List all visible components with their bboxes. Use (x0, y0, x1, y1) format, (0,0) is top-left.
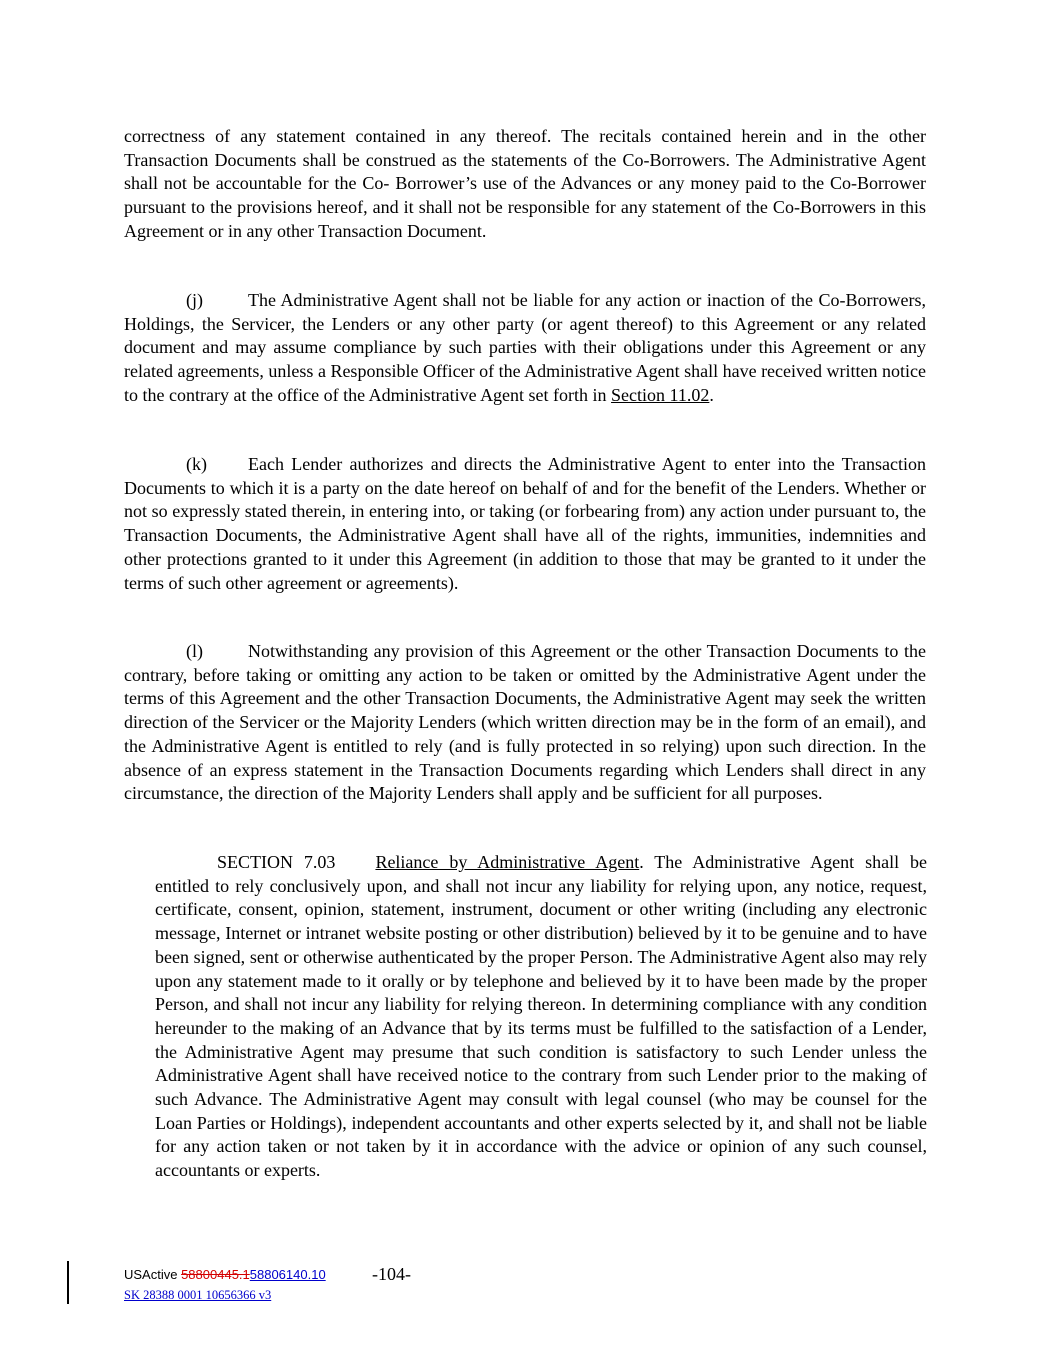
section-text: . The Administrative Agent shall be entitled to rely conclusively upon, and shall not incur any liability for relying upon, any notice, request, certificate, consent, opinion, statement, instrument, document or other writing (including any electronic message, Internet or intranet website posting or other distribution) believed by it to be genuine and to have been signed, sent or otherwise authenticated by the proper Person. The Administrative Agent also may rely upon any statement made to it orally or by telephone and believed by it to have been made by the proper Person, and shall not incur any liability for relying thereon. In determining compliance with any condition hereunder to the making of an Advance that by its terms must be fulfilled to the satisfaction of a Lender, the Administrative Agent may presume that such condition is satisfactory to such Lender unless the Administrative Agent shall have received notice to the contrary from such Lender prior to the making of such Advance. The Administrative Agent may consult with legal counsel (who may be counsel for the Loan Parties or Holdings), independent accountants and other experts selected by it, and shall not be liable for any action taken or not taken by it in accordance with the advice or opinion of any such counsel, accountants or experts. (155, 852, 928, 1181)
paragraph-label: (l) (186, 641, 203, 661)
paragraph-text: Each Lender authorizes and directs the Administrative Agent to enter into the Transaction Documents to which it is a party on the date hereof on behalf of and for the benefit of the Lenders. Whether or not so expressly stated therein, in entering into, or taking (or forbearing from) any action under pursuant to, the Transaction Documents, the Administrative Agent shall have all of the rights, immunities, indemnities and other protections granted to it under this Agreement (in addition to those that may be granted to it under the terms of such other agreement or agreements). (124, 454, 926, 593)
paragraph-text: Notwithstanding any provision of this Agreement or the other Transaction Documents to the contrary, before taking or omitting any action to be taken or omitted by the Administrative Agent under the terms of this Agreement and the other Transaction Documents, the Administrative Agent may seek the written direction of the Servicer or the Majority Lenders (which written direction may be in the form of an email), and the Administrative Agent is entitled to rely (and is fully protected in so relying) upon such direction. In the absence of an express statement in the Transaction Documents regarding which Lenders shall direct in any circumstance, the direction of the Majority Lenders shall apply and be sufficient for all purposes. (124, 641, 926, 804)
paragraph-continuation (124, 125, 926, 244)
footer-doc-version (124, 1267, 326, 1282)
paragraph-text: The Administrative Agent shall not be liable for any action or inaction of the Co-Borrowers, Holdings, the Servicer, the Lenders or any other party (or agent thereof) to this Agreement or any related document and may assume compliance by such parties with their obligations under this Agreement or any related agreements, unless a Responsible Officer of the Administrative Agent shall have received written notice to the contrary at the office of the Administrative Agent set forth in (124, 290, 926, 405)
page-number: -104- (372, 1264, 411, 1284)
paragraph-k (124, 453, 926, 595)
paragraph-tail: . (709, 384, 714, 405)
paragraph-text: correctness of any statement contained in any thereof. The recitals contained herein and in the other Transaction Documents shall be construed as the statements of the Co-Borrowers. The Administrative Agent shall not be accountable for the Co- Borrower’s use of the Advances or any money paid to the Co-Borrower pursuant to the provisions hereof, and it shall not be responsible for any statement of the Co-Borrowers in this Agreement or in any other Transaction Document. (124, 126, 926, 241)
footer-doc-id: SK 28388 0001 10656366 v3 (124, 1288, 272, 1302)
footer-prefix: USActive (124, 1267, 182, 1282)
paragraph-label: (j) (186, 290, 203, 310)
section-number: SECTION 7.03 (217, 852, 336, 872)
change-bar (67, 1261, 69, 1304)
section-reference-link[interactable]: Section 11.02 (611, 384, 710, 405)
paragraph-label: (k) (186, 454, 207, 474)
paragraph-l (124, 640, 926, 806)
section-7-03 (155, 851, 927, 1183)
section-title: Reliance by Administrative Agent (375, 852, 640, 872)
footer-inserted-version: 58806140.10 (249, 1267, 326, 1282)
paragraph-j (124, 289, 926, 408)
footer-deleted-version: 58800445.1 (181, 1267, 250, 1282)
